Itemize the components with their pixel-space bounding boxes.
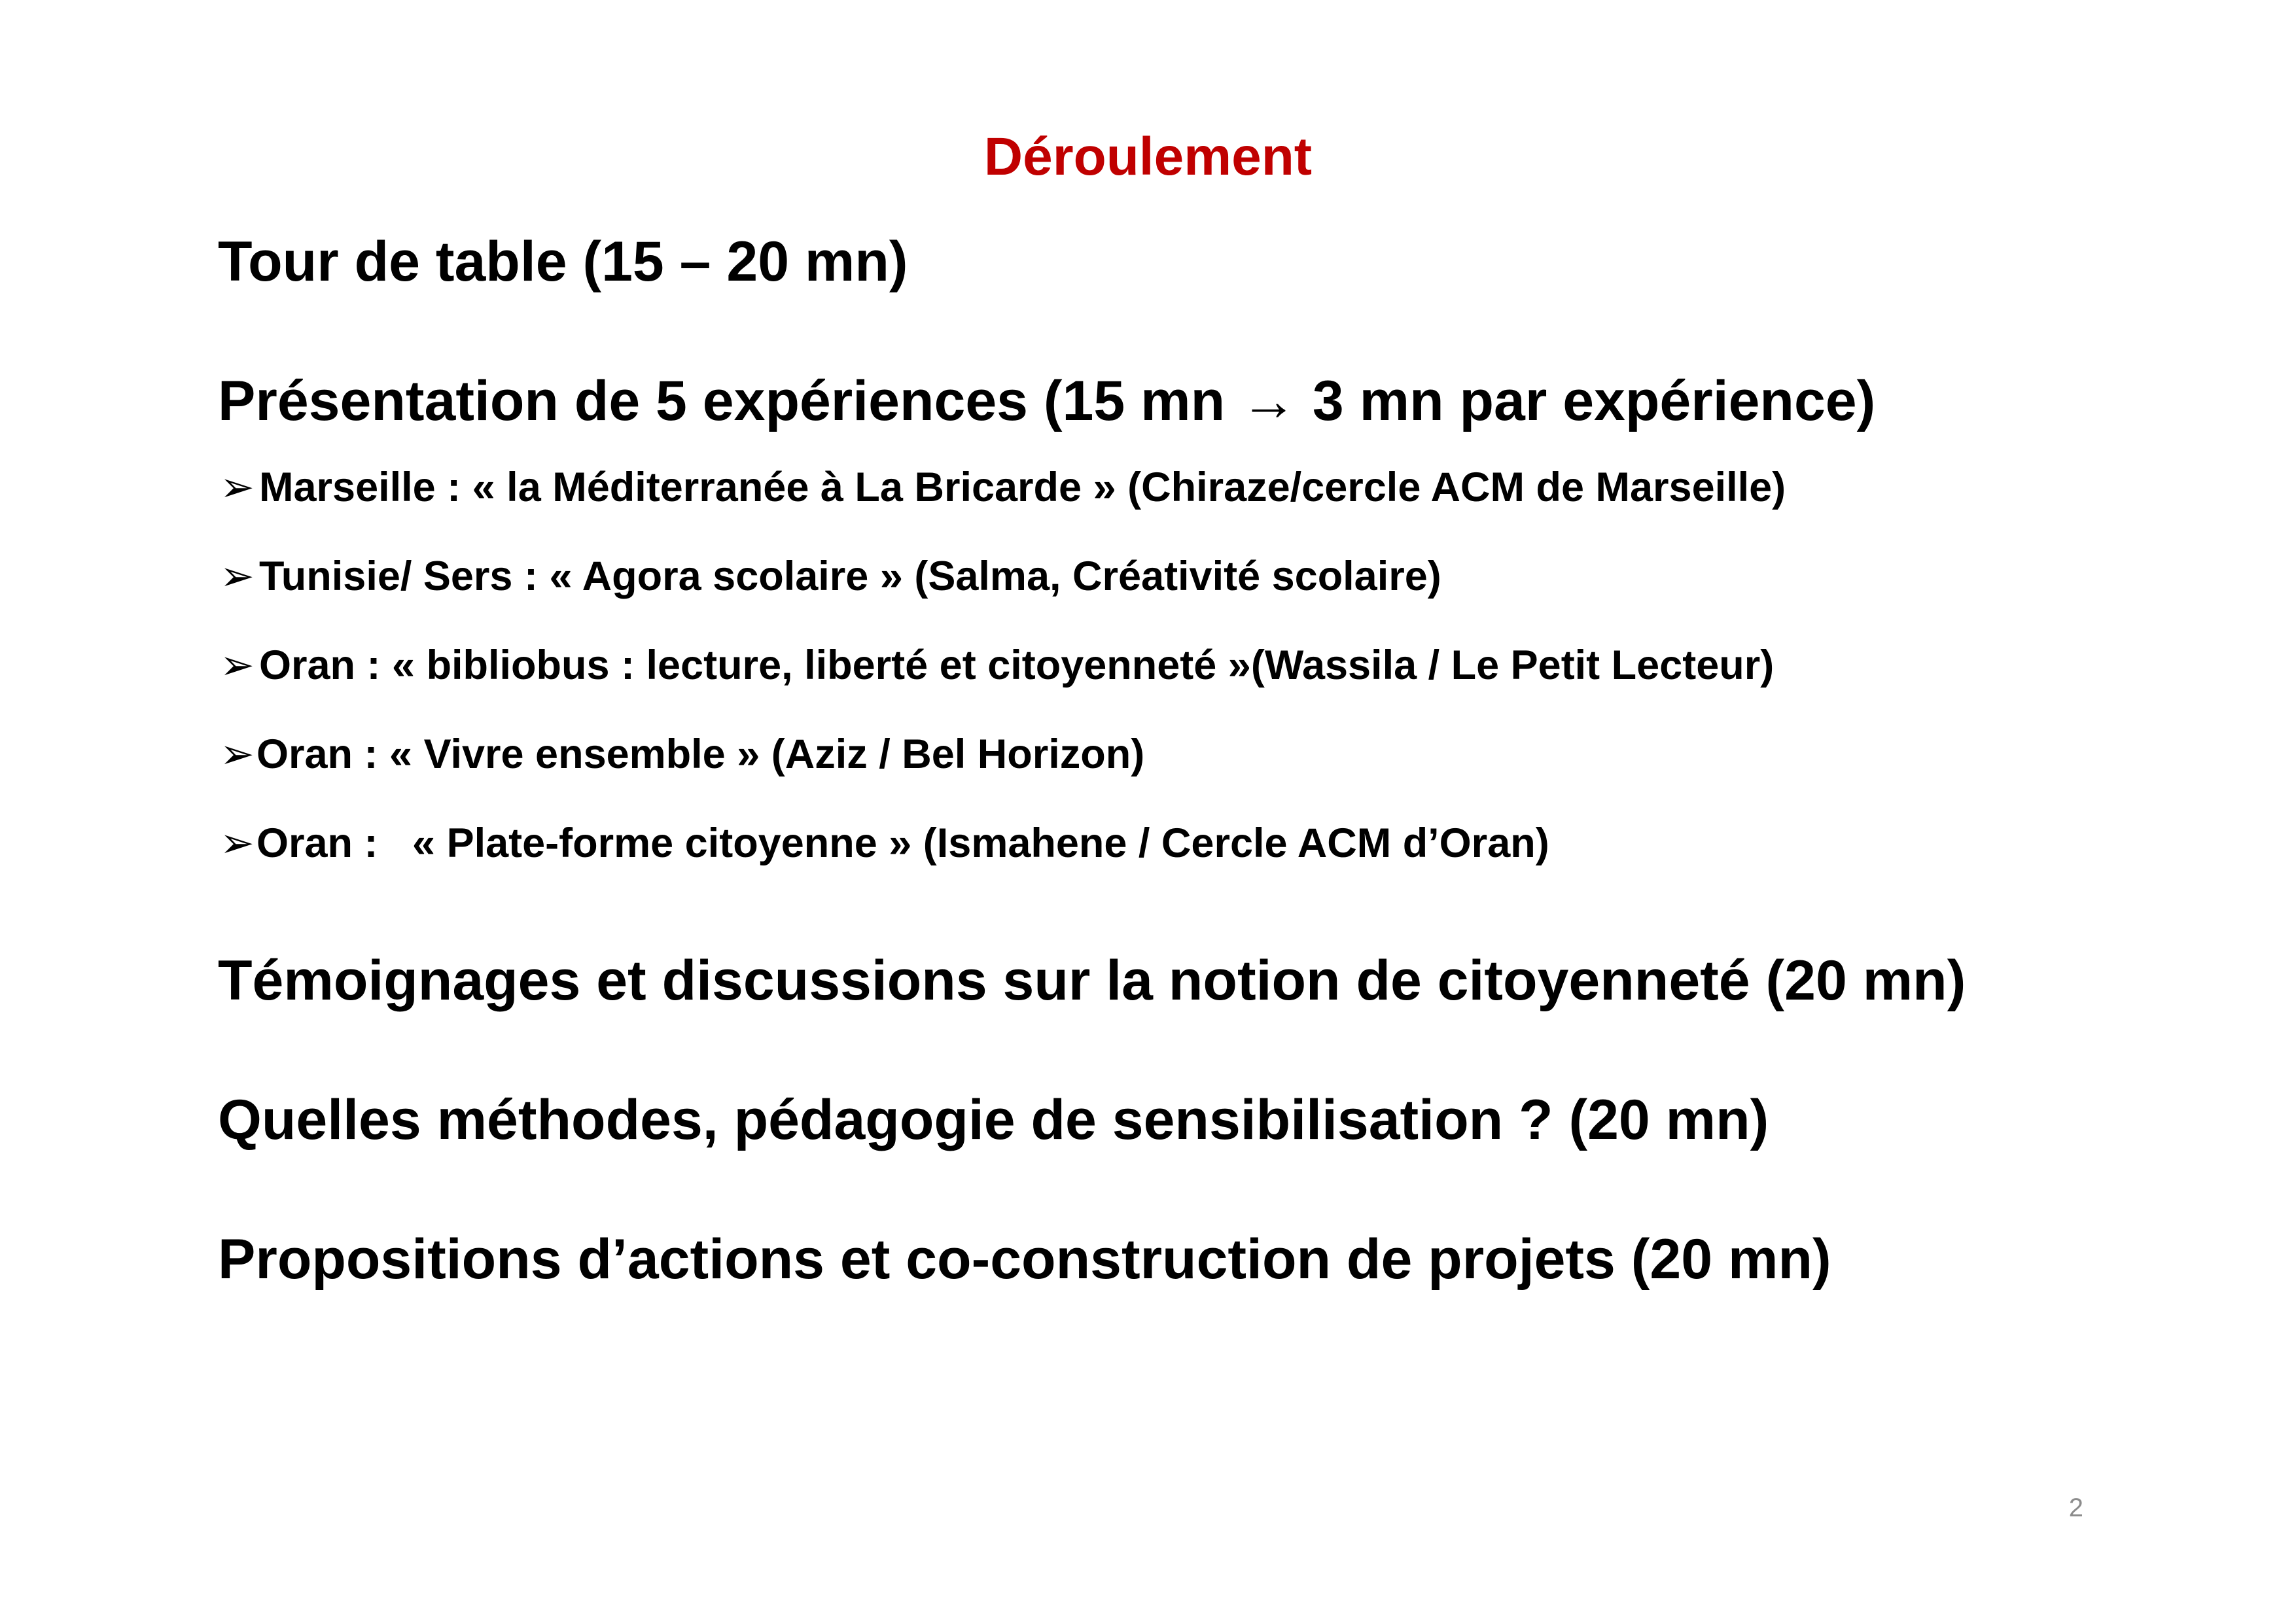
experience-text: Marseille : « la Méditerranée à La Bricarde » (Chiraze/cercle ACM de Marseille) [259, 464, 1786, 510]
experience-item [220, 547, 1441, 606]
heading-temoignages: Témoignages et discussions sur la notion de citoyenneté (20 mn) [218, 949, 1966, 1012]
experience-item [220, 636, 1774, 695]
page-number: 2 [2068, 1493, 2083, 1522]
arrow-bullet-icon: ➢ [220, 730, 255, 778]
heading-tour-de-table: Tour de table (15 – 20 mn) [218, 230, 908, 293]
heading-presentation: Présentation de 5 expériences (15 mn → 3 mn par expérience) [218, 370, 1876, 432]
slide-title: Déroulement [983, 127, 1313, 186]
arrow-bullet-icon: ➢ [220, 463, 255, 511]
experience-text: Tunisie/ Sers : « Agora scolaire » (Salma, Créativité scolaire) [259, 553, 1441, 599]
heading-propositions: Propositions d’actions et co-construction de projets (20 mn) [218, 1228, 1831, 1291]
experience-item [220, 458, 1786, 517]
arrow-bullet-icon: ➢ [220, 641, 255, 689]
experience-text: Oran : « bibliobus : lecture, liberté et citoyenneté »(Wassila / Le Petit Lecteur) [259, 642, 1775, 688]
heading-methodes: Quelles méthodes, pédagogie de sensibilisation ? (20 mn) [218, 1089, 1769, 1151]
experience-text: Oran : « Vivre ensemble » (Aziz / Bel Horizon) [256, 731, 1145, 777]
experience-item [220, 814, 1549, 873]
arrow-bullet-icon: ➢ [220, 819, 255, 867]
experience-item [220, 725, 1144, 784]
experience-text: Oran : « Plate-forme citoyenne » (Ismahene / Cercle ACM d’Oran) [256, 820, 1549, 866]
arrow-bullet-icon: ➢ [220, 552, 255, 600]
